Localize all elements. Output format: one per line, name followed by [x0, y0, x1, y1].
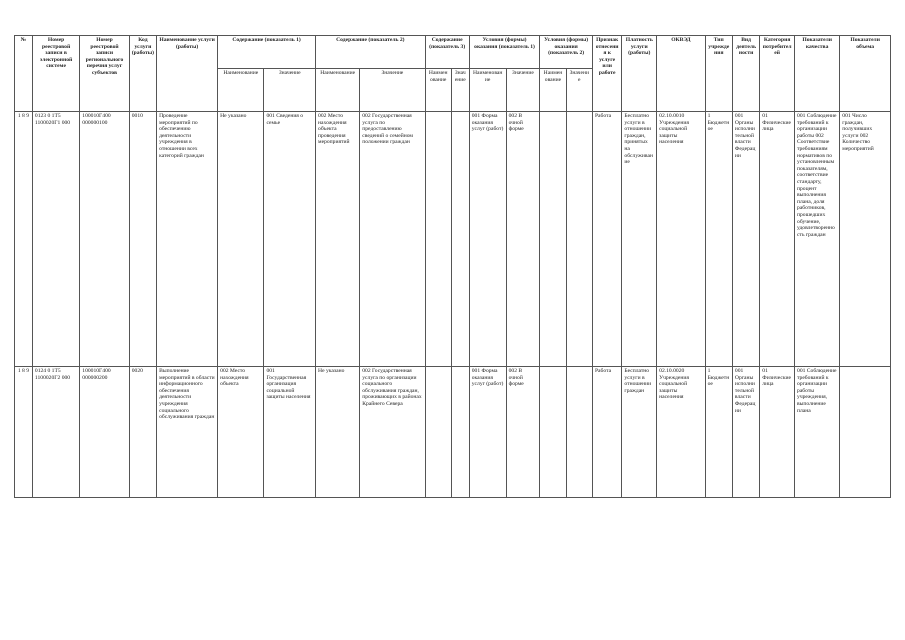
col-regional-list: Номер реестровой записи регионального перечня услуг субъектов [80, 36, 129, 112]
cell-category: 01 Физические лица [760, 367, 795, 498]
cell-list: 100010Г400 000000100 [80, 112, 129, 367]
col-volume: Показатели объема [840, 36, 891, 112]
col-paid: Платность услуги (работы) [622, 36, 657, 112]
cell-content3-name [425, 112, 451, 367]
col-authority: Тип учреждения [705, 36, 732, 112]
registry-table [14, 35, 891, 498]
header-row-1 [15, 36, 891, 69]
content2-value-header: Значение [360, 69, 425, 112]
cell-name: Проведение мероприятий по обеспечению деятельности учреждения в отношении всех категорий граждан [157, 112, 218, 367]
col-num: № [15, 36, 33, 112]
cell-content3-name [425, 367, 451, 498]
cell-quality: 001 Соблюдение требований к организации работы учреждения, выполнение плана [795, 367, 840, 498]
cell-content3-value [451, 112, 469, 367]
cell-sign: Работа [592, 112, 621, 367]
cell-okved: 02.10.0010 Учреждения социальной защиты населения [657, 112, 705, 367]
condition1-value-header: Значение [506, 69, 540, 112]
cell-paid: Бесплатно услуги в отношении граждан, принятых на обслуживание [622, 112, 657, 367]
cell-content1-name: 002 Место нахождения объекта [218, 367, 264, 498]
document-table-wrapper [14, 35, 891, 510]
content3-value-header: Значение [451, 69, 469, 112]
cell-list: 100010Г400 000000200 [80, 367, 129, 498]
cell-quality: 001 Соблюдение требований к организации работы 002 Соответствие требованиям нормативов по установленным показателям, соответствие стандарту, процент выполнения плана, доля работников, прошедших обучение, удовлетворенность граждан [795, 112, 840, 367]
col-quality: Показатели качества [795, 36, 840, 112]
content1-name-header: Наименование [218, 69, 264, 112]
content2-name-header: Наименование [316, 69, 360, 112]
cell-okved: 02.10.0020 Учреждения социальной защиты населения [657, 367, 705, 498]
col-okved: ОКВЭД [657, 36, 705, 112]
cell-name: Выполнение мероприятий в области информационного обеспечения деятельности учреждения социального обслуживания граждан [157, 367, 218, 498]
cell-kind: 001 Органы исполнительной власти Федерации [732, 367, 759, 498]
cell-content2-name: Не указано [316, 367, 360, 498]
cell-registry: 0124 0 1Т5 1100020Г2 000 [32, 367, 79, 498]
table-row [15, 112, 891, 367]
cell-code: 0020 [129, 367, 156, 498]
cell-content2-value: 002 Государственная услуга по предоставлению сведений о семейном положении граждан [360, 112, 425, 367]
cell-no: 1 8 9 [15, 367, 33, 498]
cell-condition1-value: 002 В очной форме [506, 112, 540, 367]
col-service-name: Наименование услуги (работы) [157, 36, 218, 112]
cell-content1-value: 001 Государственная организация социальной защиты населения [264, 367, 316, 498]
cell-content2-name: 002 Место нахождения объекта проведения мероприятий [316, 112, 360, 367]
condition1-name-header: Наименование [469, 69, 506, 112]
cell-sign: Работа [592, 367, 621, 498]
table-row [15, 367, 891, 498]
cell-condition2-value [566, 112, 592, 367]
cell-condition1-value: 002 В очной форме [506, 367, 540, 498]
col-condition1: Условия (формы) оказания (показатель 1) [469, 36, 540, 69]
col-content1: Содержание (показатель 1) [218, 36, 316, 69]
content3-name-header: Наименование [425, 69, 451, 112]
cell-type: 1 Бюджетное [705, 367, 732, 498]
col-content2: Содержание (показатель 2) [316, 36, 425, 69]
condition2-name-header: Наименование [540, 69, 566, 112]
col-content3: Содержание (показатель 3) [425, 36, 469, 69]
cell-no: 1 8 9 [15, 112, 33, 367]
cell-condition2-value [566, 367, 592, 498]
cell-kind: 001 Органы исполнительной власти Федерации [732, 112, 759, 367]
cell-condition1-name: 001 Форма оказания услуг (работ) [469, 367, 506, 498]
cell-condition2-name [540, 367, 566, 498]
cell-content1-name: Не указано [218, 112, 264, 367]
cell-content2-value: 002 Государственная услуга по организации социального обслуживания граждан, проживающих в районах Крайнего Севера [360, 367, 425, 498]
cell-volume: 001 Число граждан, получивших услуги 002 Количество мероприятий [840, 112, 891, 367]
col-service-code: Код услуги (работы) [129, 36, 156, 112]
cell-category: 01 Физические лица [760, 112, 795, 367]
cell-registry: 0123 0 1Т5 1100020Г1 000 [32, 112, 79, 367]
cell-paid: Бесплатно услуги в отношении граждан [622, 367, 657, 498]
cell-content1-value: 001 Сведения о семье [264, 112, 316, 367]
cell-condition2-name [540, 112, 566, 367]
col-registry-number: Номер реестровой записи в электронной системе [32, 36, 79, 112]
cell-type: 1 Бюджетное [705, 112, 732, 367]
content1-value-header: Значение [264, 69, 316, 112]
cell-condition1-name: 001 Форма оказания услуг (работ) [469, 112, 506, 367]
col-power: Вид деятельности [732, 36, 759, 112]
cell-volume [840, 367, 891, 498]
col-sign: Признак отнесения к услуге или работе [592, 36, 621, 112]
col-condition2: Условия (формы) оказания (показатель 2) [540, 36, 593, 69]
condition2-value-header: Значение [566, 69, 592, 112]
col-classifier: Категория потребителей [760, 36, 795, 112]
cell-code: 0010 [129, 112, 156, 367]
cell-content3-value [451, 367, 469, 498]
